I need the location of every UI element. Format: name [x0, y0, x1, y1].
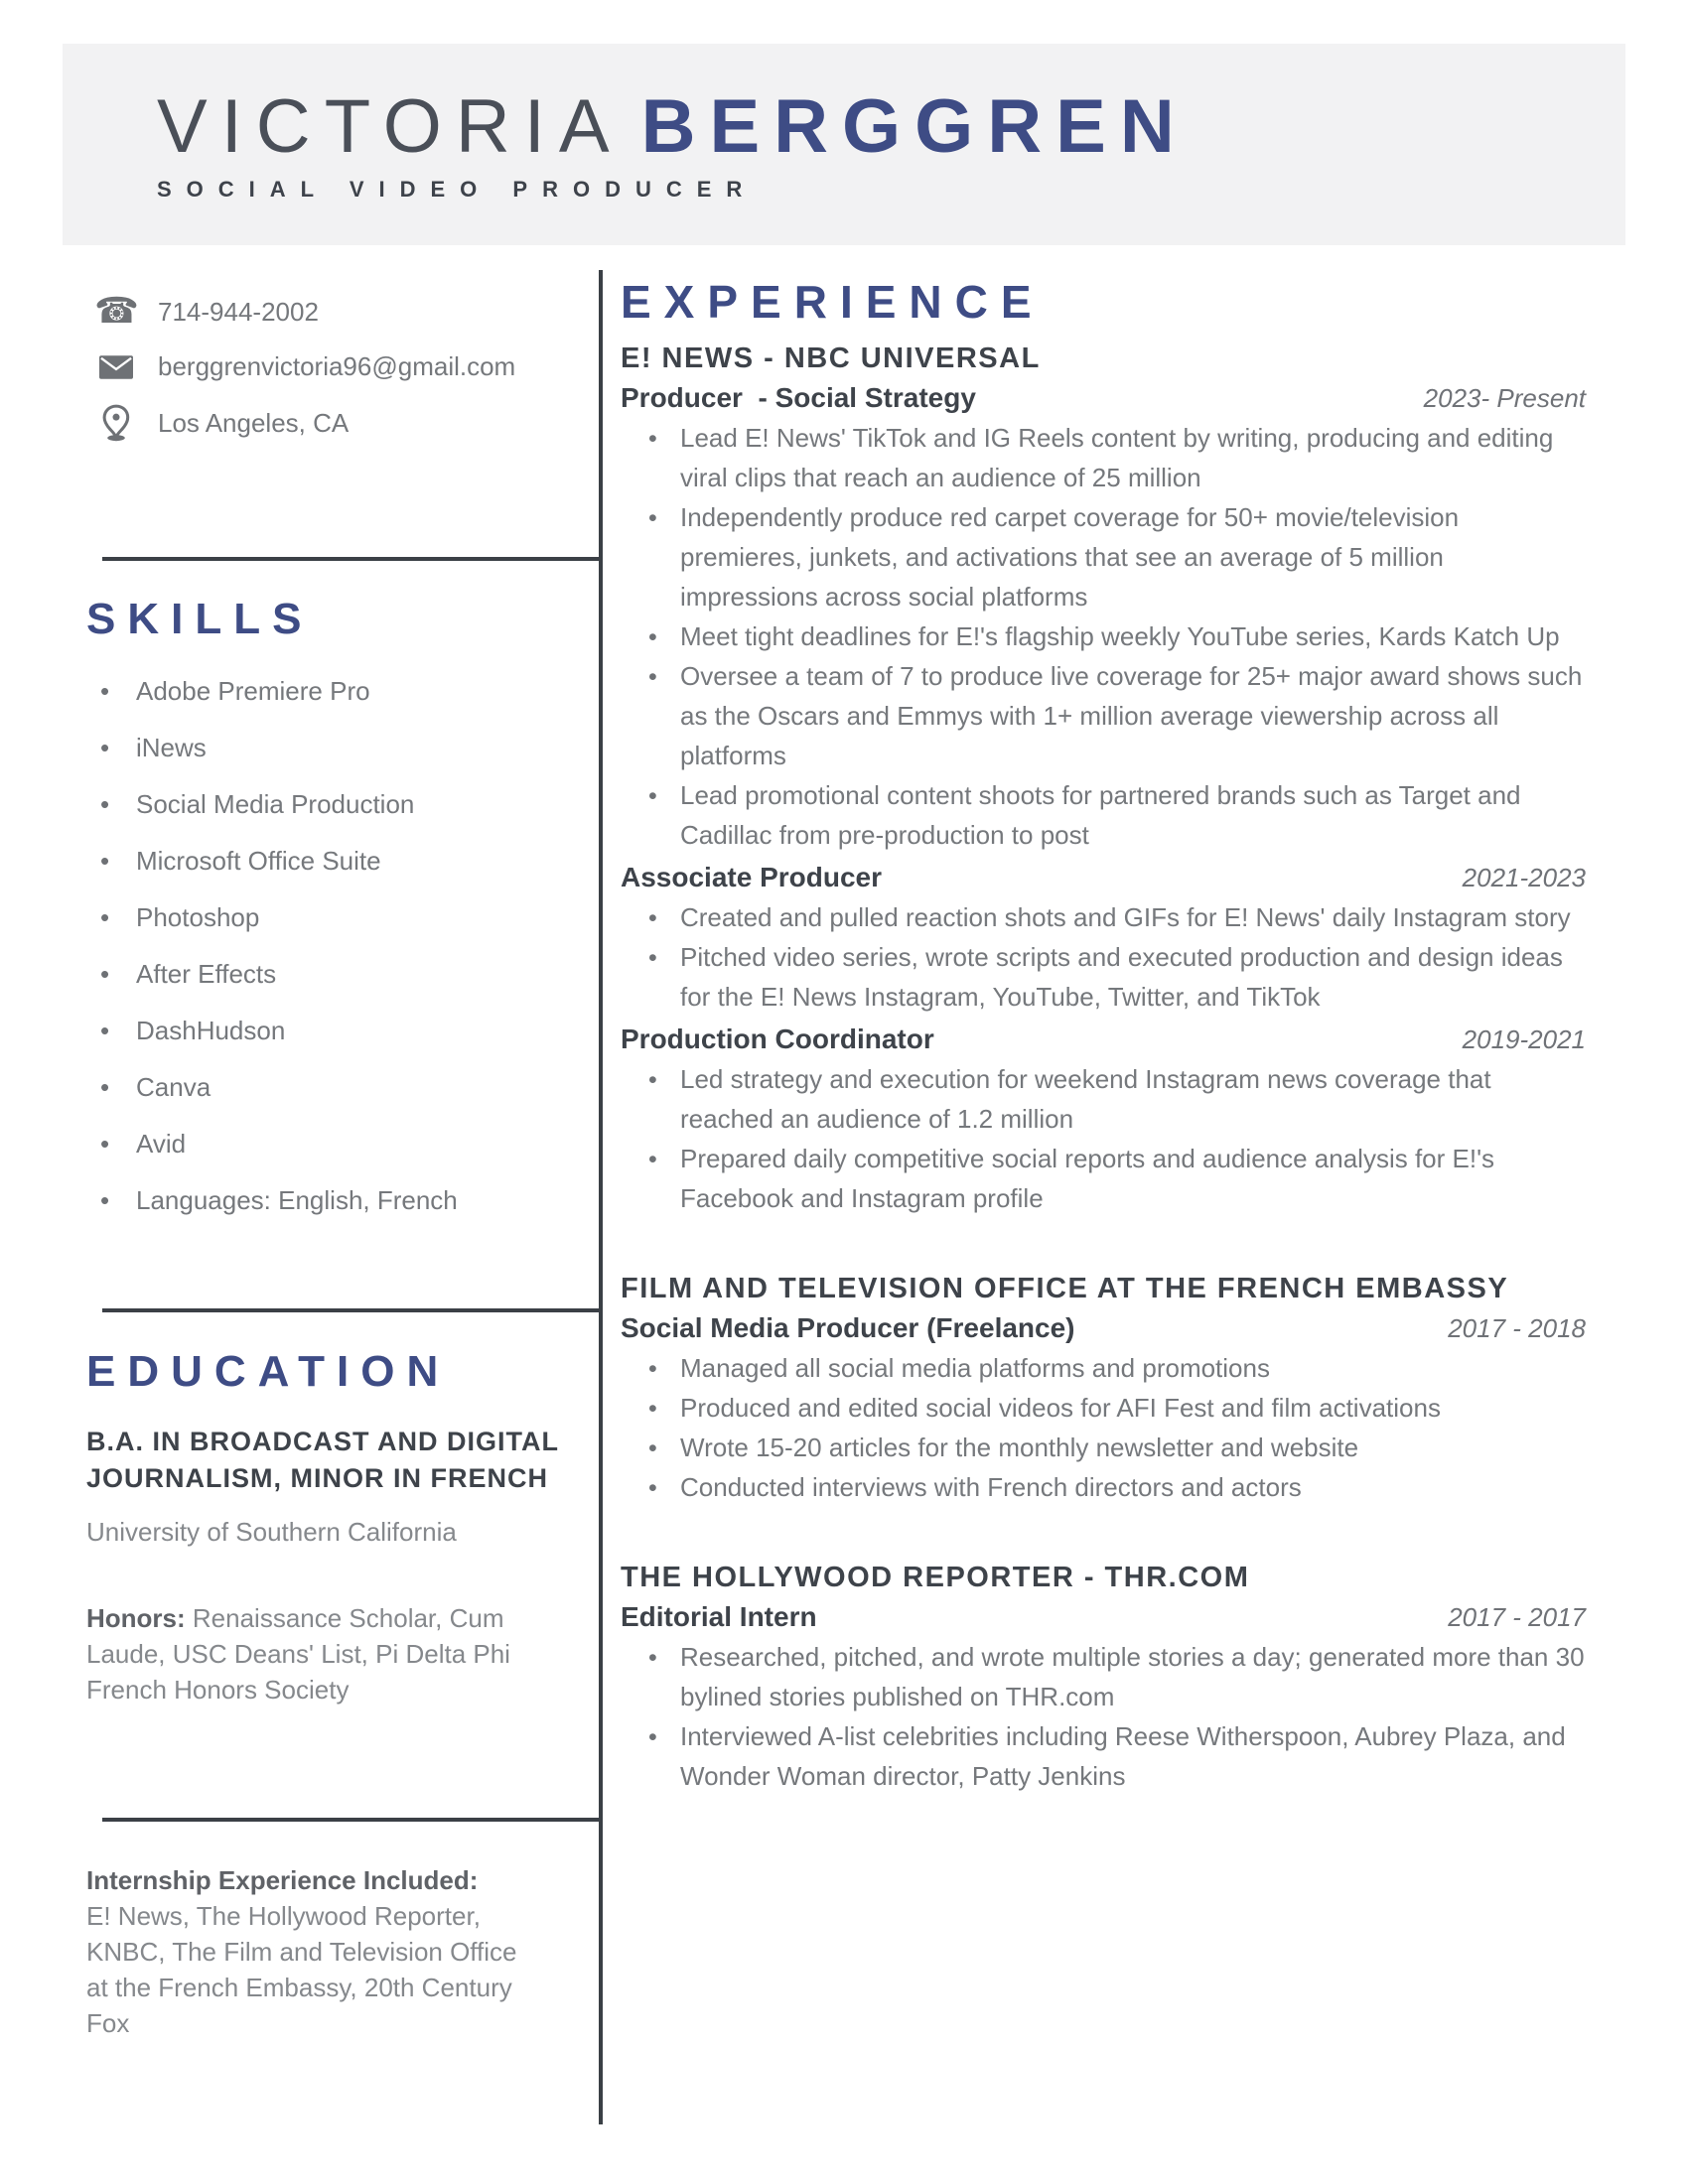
candidate-name — [157, 83, 1625, 169]
internship-text: E! News, The Hollywood Reporter, KNBC, The Film and Television Office at the French Embassy, 20th Century Fox — [86, 1901, 517, 2038]
company-block-enews — [621, 341, 1586, 1218]
role-header — [621, 1307, 1586, 1348]
role-title: Production Coordinator — [621, 1024, 934, 1054]
vertical-divider — [599, 270, 603, 2124]
skill-item: • Microsoft Office Suite — [86, 841, 565, 881]
role-bullets — [621, 897, 1586, 1017]
education-section — [86, 1346, 565, 1707]
role-title: Social Media Producer (Freelance) — [621, 1312, 1075, 1343]
experience-bullet: • Researched, pitched, and wrote multiple stories a day; generated more than 30 bylined stories published on THR.com — [621, 1637, 1586, 1716]
role-title: Associate Producer — [621, 862, 882, 892]
role-dates: 2021-2023 — [1462, 863, 1586, 892]
experience-bullet: • Meet tight deadlines for E!'s flagship weekly YouTube series, Kards Katch Up — [621, 616, 1586, 656]
experience-bullet: • Wrote 15-20 articles for the monthly newsletter and website — [621, 1428, 1586, 1467]
experience-bullet: • Led strategy and execution for weekend Instagram news coverage that reached an audience of 1.2 million — [621, 1059, 1586, 1139]
role-dates: 2017 - 2018 — [1448, 1313, 1586, 1343]
honors-label: Honors: — [86, 1603, 186, 1633]
experience-bullet: • Prepared daily competitive social reports and audience analysis for E!'s Facebook and Instagram profile — [621, 1139, 1586, 1218]
role-block — [621, 1596, 1586, 1796]
honors-text: Renaissance Scholar, Cum Laude, USC Deans' List, Pi Delta Phi French Honors Society — [86, 1603, 510, 1705]
education-title: EDUCATION — [86, 1347, 451, 1396]
map-pin-icon — [94, 404, 138, 442]
phone-row — [94, 291, 571, 332]
skill-item: • DashHudson — [86, 1011, 565, 1050]
sidebar-divider-2 — [102, 1308, 601, 1312]
skill-item: • iNews — [86, 728, 565, 767]
skills-title: SKILLS — [86, 595, 314, 643]
contact-block — [94, 291, 571, 464]
sidebar-divider-1 — [102, 557, 601, 561]
email-row — [94, 351, 571, 382]
role-block — [621, 857, 1586, 1017]
sidebar-divider-3 — [102, 1818, 601, 1822]
experience-bullet: • Oversee a team of 7 to produce live coverage for 25+ major award shows such as the Oscars and Emmys with 1+ million average viewership across all platforms — [621, 656, 1586, 775]
internship-section — [86, 1862, 565, 2041]
role-header — [621, 1019, 1586, 1059]
role-bullets — [621, 1637, 1586, 1796]
skill-item: • Social Media Production — [86, 784, 565, 824]
experience-section — [621, 270, 1586, 1798]
experience-bullet: • Interviewed A-list celebrities including Reese Witherspoon, Aubrey Plaza, and Wonder Woman director, Patty Jenkins — [621, 1716, 1586, 1796]
role-dates: 2017 - 2017 — [1448, 1602, 1586, 1632]
experience-bullet: • Produced and edited social videos for AFI Fest and film activations — [621, 1388, 1586, 1428]
role-header — [621, 377, 1586, 418]
company-block-french-embassy — [621, 1272, 1586, 1507]
company-name: E! NEWS - NBC UNIVERSAL — [621, 342, 1041, 374]
location-text: Los Angeles, CA — [158, 407, 350, 438]
degree: B.A. IN BROADCAST AND DIGITAL JOURNALISM, MINOR IN FRENCH — [86, 1427, 559, 1493]
role-header — [621, 1596, 1586, 1637]
phone-number: 714-944-2002 — [158, 296, 319, 327]
role-dates: 2019-2021 — [1462, 1024, 1586, 1054]
experience-bullet: • Pitched video series, wrote scripts and executed production and design ideas for the E! News Instagram, YouTube, Twitter, and TikTok — [621, 937, 1586, 1017]
skills-list — [86, 671, 565, 1220]
company-name: THE HOLLYWOOD REPORTER - THR.COM — [621, 1562, 1250, 1593]
header-band — [63, 44, 1625, 245]
skill-item: • Adobe Premiere Pro — [86, 671, 565, 711]
phone-icon: ☎ — [94, 291, 139, 332]
school: University of Southern California — [86, 1517, 457, 1547]
last-name: BERGGREN — [640, 83, 1189, 169]
skills-section — [86, 594, 565, 1237]
skill-item: • Languages: English, French — [86, 1180, 565, 1220]
experience-bullet: • Created and pulled reaction shots and GIFs for E! News' daily Instagram story — [621, 897, 1586, 937]
job-subtitle: SOCIAL VIDEO PRODUCER — [157, 176, 758, 202]
role-block — [621, 1019, 1586, 1218]
company-block-thr — [621, 1561, 1586, 1796]
role-block — [621, 1307, 1586, 1507]
skill-item: • Photoshop — [86, 897, 565, 937]
role-bullets — [621, 418, 1586, 855]
company-name: FILM AND TELEVISION OFFICE AT THE FRENCH EMBASSY — [621, 1273, 1509, 1304]
role-header — [621, 857, 1586, 897]
honors — [86, 1600, 565, 1707]
role-bullets — [621, 1059, 1586, 1218]
location-row — [94, 404, 571, 442]
skill-item: • Avid — [86, 1124, 565, 1163]
first-name: VICTORIA — [157, 83, 624, 169]
envelope-icon — [94, 355, 138, 379]
role-bullets — [621, 1348, 1586, 1507]
experience-bullet: • Independently produce red carpet coverage for 50+ movie/television premieres, junkets, and activations that see an average of 5 million impressions across social platforms — [621, 497, 1586, 616]
experience-bullet: • Lead E! News' TikTok and IG Reels content by writing, producing and editing viral clips that reach an audience of 25 million — [621, 418, 1586, 497]
internship-label: Internship Experience Included: — [86, 1865, 479, 1895]
experience-bullet: • Managed all social media platforms and promotions — [621, 1348, 1586, 1388]
experience-title: EXPERIENCE — [621, 276, 1045, 328]
experience-bullet: • Conducted interviews with French directors and actors — [621, 1467, 1586, 1507]
role-title: Editorial Intern — [621, 1601, 817, 1632]
skill-item: • After Effects — [86, 954, 565, 994]
email-address: berggrenvictoria96@gmail.com — [158, 351, 516, 381]
experience-bullet: • Lead promotional content shoots for partnered brands such as Target and Cadillac from pre-production to post — [621, 775, 1586, 855]
role-title: Producer - Social Strategy — [621, 382, 976, 413]
role-dates: 2023- Present — [1423, 383, 1586, 413]
role-block — [621, 377, 1586, 855]
skill-item: • Canva — [86, 1067, 565, 1107]
